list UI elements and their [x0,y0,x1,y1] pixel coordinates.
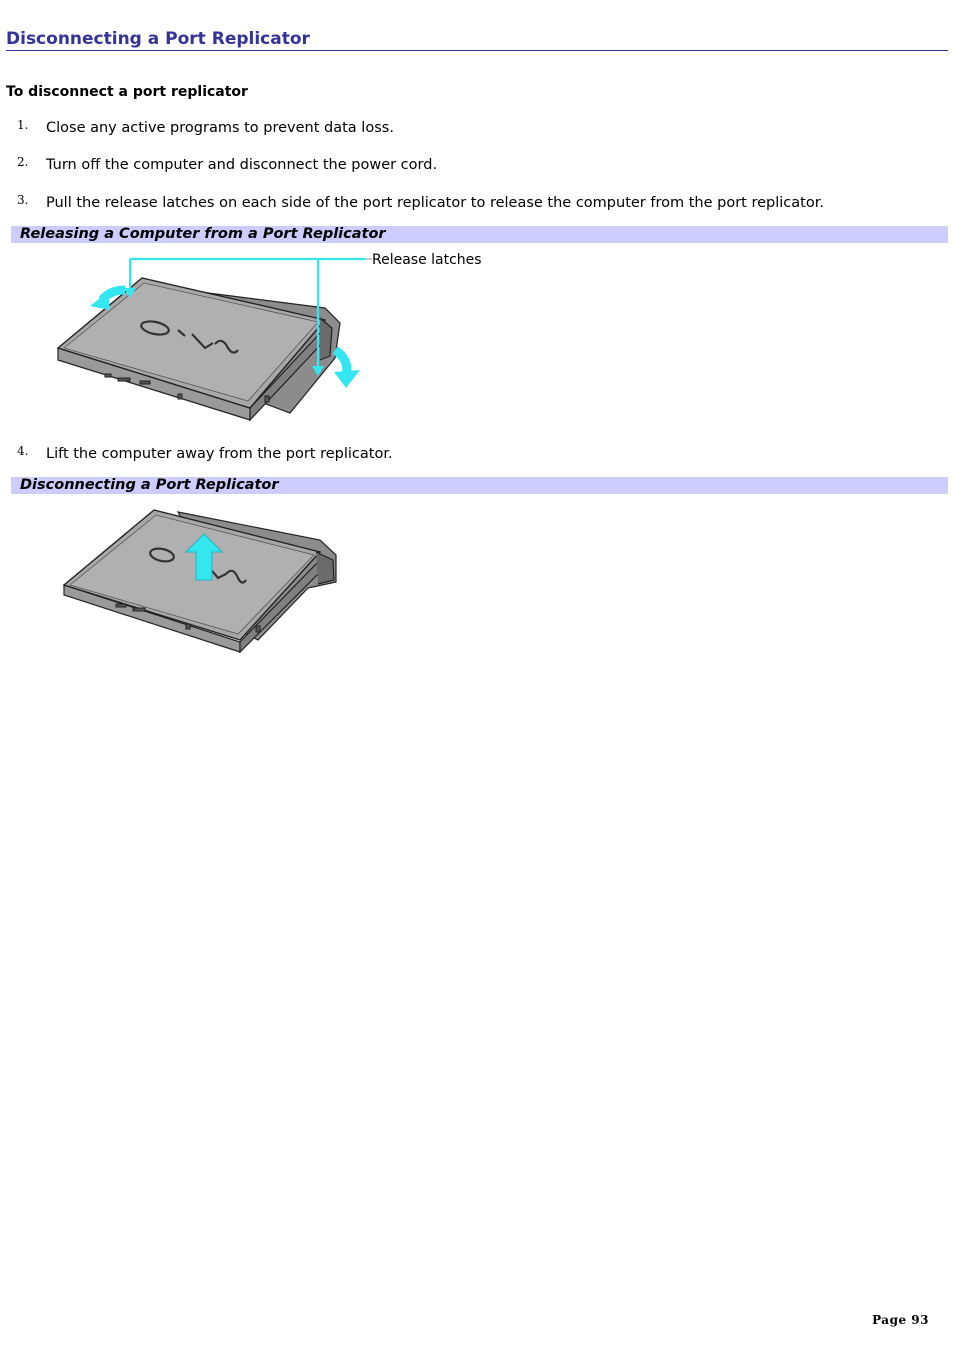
page-number: Page 93 [872,1313,929,1327]
procedure-heading: To disconnect a port replicator [6,84,248,100]
step-number: 1. [17,118,29,132]
step-text: Lift the computer away from the port replicator. [46,446,393,462]
figure-caption: Disconnecting a Port Replicator [11,477,948,494]
figure-caption: Releasing a Computer from a Port Replicator [11,226,948,243]
step-text: Close any active programs to prevent data loss. [46,120,394,136]
step-text: Pull the release latches on each side of the port replicator to release the computer from the port replicator. [46,195,824,211]
step-number: 2. [17,155,29,169]
step-text: Turn off the computer and disconnect the power cord. [46,157,438,173]
lift-computer-illustration [58,500,348,660]
release-latches-illustration [50,248,490,433]
step-number: 3. [17,193,29,207]
page-title: Disconnecting a Port Replicator [6,29,948,51]
step-number: 4. [17,444,29,458]
release-latches-label: Release latches [372,252,482,268]
